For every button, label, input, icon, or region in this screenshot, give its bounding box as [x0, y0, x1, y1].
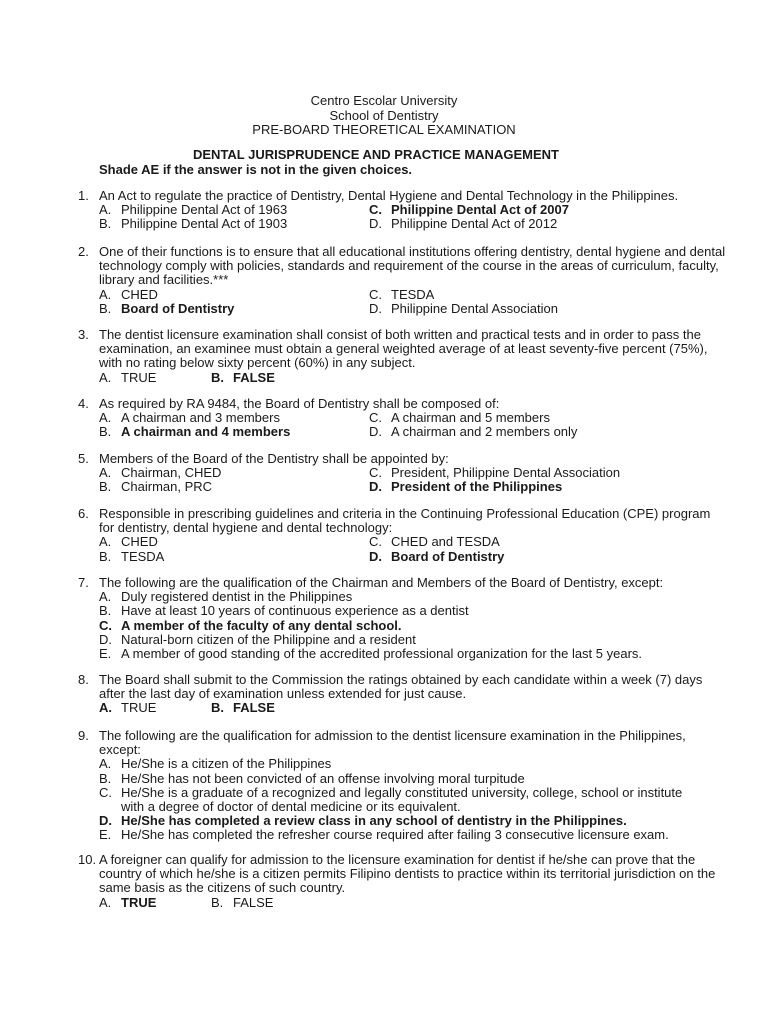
choice-letter: C. [369, 534, 382, 550]
question-number: 8. [78, 672, 89, 687]
choice-d[interactable] [369, 425, 577, 439]
choice-a[interactable] [99, 288, 369, 302]
instruction-text: Shade AE if the answer is not in the given choices. [99, 161, 413, 177]
choice-d[interactable] [369, 217, 557, 231]
choice-a[interactable] [99, 535, 369, 549]
choice-letter: D. [369, 479, 382, 495]
choice-a[interactable] [99, 701, 211, 715]
question-text: A foreigner can qualify for admission to the licensure examination for dentist if he/she can prove that the country of which he/she is a citizen permits Filipino dentists to practice within its territorial jurisdiction on the same basis as the citizens of such country. [99, 852, 716, 896]
choice-text: A member of the faculty of any dental school. [121, 617, 402, 633]
choice-text: Philippine Dental Act of 2007 [391, 202, 569, 218]
choice-text: He/She has completed the refresher course required after failing 3 consecutive licensure exam. [121, 827, 669, 843]
question-text: An Act to regulate the practice of Dentistry, Dental Hygiene and Dental Technology in the Philippines. [99, 188, 679, 203]
choice-b[interactable] [99, 302, 369, 316]
question-number: 9. [78, 728, 89, 743]
question-text: The dentist licensure examination shall consist of both written and practical tests and in order to pass the examination, an examinee must obtain a general weighted average of at least seventy-five percent (75%), with no rating below sixty percent (60%) in any subject. [99, 327, 708, 371]
choice-text: Philippine Dental Association [391, 300, 558, 316]
choice-c-continued [99, 800, 728, 814]
choice-text: TESDA [121, 548, 165, 564]
question-number: 7. [78, 575, 89, 590]
choice-text: Have at least 10 years of continuous experience as a dentist [121, 603, 469, 619]
question-text: Members of the Board of the Dentistry shall be appointed by: [99, 451, 449, 466]
choice-letter: D. [369, 300, 382, 316]
school-name: School of Dentistry [329, 107, 439, 123]
question-number: 6. [78, 506, 89, 521]
choice-letter: A. [99, 369, 112, 385]
choice-c[interactable] [369, 411, 550, 425]
choice-letter: C. [369, 465, 382, 481]
choice-a[interactable] [99, 411, 369, 425]
choice-letter: D. [99, 813, 112, 829]
choice-letter: C. [369, 202, 382, 218]
choice-letter: B. [99, 216, 112, 232]
choice-d[interactable] [369, 480, 562, 494]
choice-b[interactable] [211, 701, 275, 715]
choice-letter: B. [99, 300, 112, 316]
question-text: The following are the qualification for admission to the dentist licensure examination in the Philippines, except: [99, 728, 686, 758]
choice-b[interactable] [99, 604, 728, 618]
question-1 [78, 189, 728, 232]
choice-a[interactable] [99, 896, 211, 910]
question-10 [78, 853, 728, 910]
subject-block [99, 148, 559, 177]
choice-b[interactable] [99, 550, 369, 564]
choice-letter: C. [99, 617, 112, 633]
university-name: Centro Escolar University [310, 93, 458, 108]
choice-c[interactable] [369, 203, 569, 217]
choice-text: TRUE [121, 369, 157, 385]
choice-text: He/She has completed a review class in any school of dentistry in the Philippines. [121, 813, 627, 829]
choice-letter: C. [99, 784, 112, 800]
choice-letter: B. [211, 700, 224, 716]
choice-letter: D. [369, 424, 382, 440]
choice-letter: A. [99, 465, 112, 481]
subject-title: DENTAL JURISPRUDENCE AND PRACTICE MANAGEMENT [193, 147, 559, 162]
choice-letter [99, 800, 121, 814]
choice-d[interactable] [369, 550, 504, 564]
choice-text: A chairman and 5 members [391, 410, 550, 426]
question-3 [78, 328, 728, 385]
choice-text: He/She is a citizen of the Philippines [121, 756, 332, 772]
choice-text: FALSE [233, 700, 275, 716]
choice-text: Philippine Dental Act of 2012 [391, 216, 558, 232]
choice-text: A chairman and 3 members [121, 410, 280, 426]
choice-text: Philippine Dental Act of 1903 [121, 216, 288, 232]
choice-text: Board of Dentistry [121, 300, 235, 316]
question-text: The Board shall submit to the Commission the ratings obtained by each candidate within a week (7) days after the last day of examination unless extended for just cause. [99, 672, 703, 702]
question-number: 3. [78, 327, 89, 342]
choice-b[interactable] [99, 217, 369, 231]
choice-letter: D. [369, 548, 382, 564]
question-6 [78, 507, 728, 564]
choice-text: Duly registered dentist in the Philippines [121, 589, 353, 605]
question-9 [78, 729, 728, 843]
choice-text: He/She has not been convicted of an offense involving moral turpitude [121, 770, 525, 786]
choice-letter: A. [99, 534, 112, 550]
choice-text: Natural-born citizen of the Philippine and a resident [121, 631, 416, 647]
question-number: 4. [78, 396, 89, 411]
choice-b[interactable] [211, 371, 275, 385]
choice-text: Chairman, PRC [121, 479, 213, 495]
choice-letter: A. [99, 589, 112, 605]
choice-text: TESDA [391, 286, 435, 302]
choice-text: President of the Philippines [391, 479, 563, 495]
question-text: One of their functions is to ensure that all educational institutions offering dentistry, dental hygiene and dental technology comply with policies, standards and requirement of the course in the areas of curriculum, faculty, library and facilities.*** [99, 244, 726, 288]
question-4 [78, 397, 728, 440]
choice-text: TRUE [121, 894, 157, 910]
choice-letter: A. [99, 286, 112, 302]
choice-text: He/She is a graduate of a recognized and legally constituted university, college, school or institute [121, 784, 683, 800]
choice-letter: C. [369, 410, 382, 426]
choice-a[interactable] [99, 203, 369, 217]
choice-letter: A. [99, 756, 112, 772]
choice-d[interactable] [99, 814, 728, 828]
choice-text: CHED and TESDA [391, 534, 500, 550]
choice-a[interactable] [99, 757, 728, 771]
choice-letter: B. [99, 603, 112, 619]
exam-title: PRE-BOARD THEORETICAL EXAMINATION [252, 122, 516, 137]
choice-letter: C. [369, 286, 382, 302]
choice-letter: D. [99, 631, 112, 647]
choice-letter: A. [99, 202, 112, 218]
choice-a[interactable] [99, 371, 211, 385]
question-text: Responsible in prescribing guidelines and criteria in the Continuing Professional Education (CPE) program for dentistry, dental hygiene and dental technology: [99, 506, 711, 536]
choice-letter: A. [99, 410, 112, 426]
choice-text: A chairman and 2 members only [391, 424, 578, 440]
choice-b[interactable] [99, 480, 369, 494]
choice-text: A member of good standing of the accredited professional organization for the last 5 years. [121, 645, 643, 661]
choice-c[interactable] [99, 619, 728, 633]
choice-letter: B. [211, 369, 224, 385]
choice-letter: B. [99, 424, 112, 440]
choice-text: CHED [121, 286, 158, 302]
choice-c[interactable] [369, 288, 434, 302]
choice-text: Chairman, CHED [121, 465, 222, 481]
choice-b[interactable] [99, 425, 369, 439]
choice-text: Board of Dentistry [391, 548, 505, 564]
choice-d[interactable] [99, 633, 728, 647]
question-7 [78, 576, 728, 661]
question-8 [78, 673, 728, 716]
question-5 [78, 452, 728, 495]
choice-text: FALSE [233, 369, 275, 385]
choice-letter: B. [99, 548, 112, 564]
choice-text: with a degree of doctor of dental medicine or its equivalent. [121, 798, 461, 814]
choice-e[interactable] [99, 647, 728, 661]
choice-text: CHED [121, 534, 158, 550]
question-number: 5. [78, 451, 89, 466]
question-text: The following are the qualification of the Chairman and Members of the Board of Dentistry, except: [99, 575, 664, 590]
choice-letter: B. [211, 894, 224, 910]
choice-c[interactable] [369, 466, 620, 480]
choice-letter: E. [99, 645, 112, 661]
choice-text: Philippine Dental Act of 1963 [121, 202, 288, 218]
choice-c[interactable] [369, 535, 500, 549]
exam-header [0, 94, 768, 138]
choice-letter: E. [99, 827, 112, 843]
question-number: 1. [78, 188, 89, 203]
choice-b[interactable] [211, 896, 273, 910]
choice-letter: A. [99, 700, 112, 716]
choice-letter: D. [369, 216, 382, 232]
choice-letter: A. [99, 894, 112, 910]
choice-text: TRUE [121, 700, 157, 716]
choice-text: President, Philippine Dental Association [391, 465, 621, 481]
choice-d[interactable] [369, 302, 558, 316]
choice-text: FALSE [233, 894, 274, 910]
choice-b[interactable] [99, 772, 728, 786]
choice-c[interactable] [99, 786, 728, 800]
choice-letter: B. [99, 770, 112, 786]
question-number: 10. [78, 852, 97, 867]
choice-e[interactable] [99, 828, 728, 842]
question-text: As required by RA 9484, the Board of Dentistry shall be composed of: [99, 396, 500, 411]
choice-text: A chairman and 4 members [121, 424, 291, 440]
choice-a[interactable] [99, 590, 728, 604]
choice-letter: B. [99, 479, 112, 495]
question-2 [78, 245, 728, 316]
choice-a[interactable] [99, 466, 369, 480]
question-number: 2. [78, 244, 89, 259]
